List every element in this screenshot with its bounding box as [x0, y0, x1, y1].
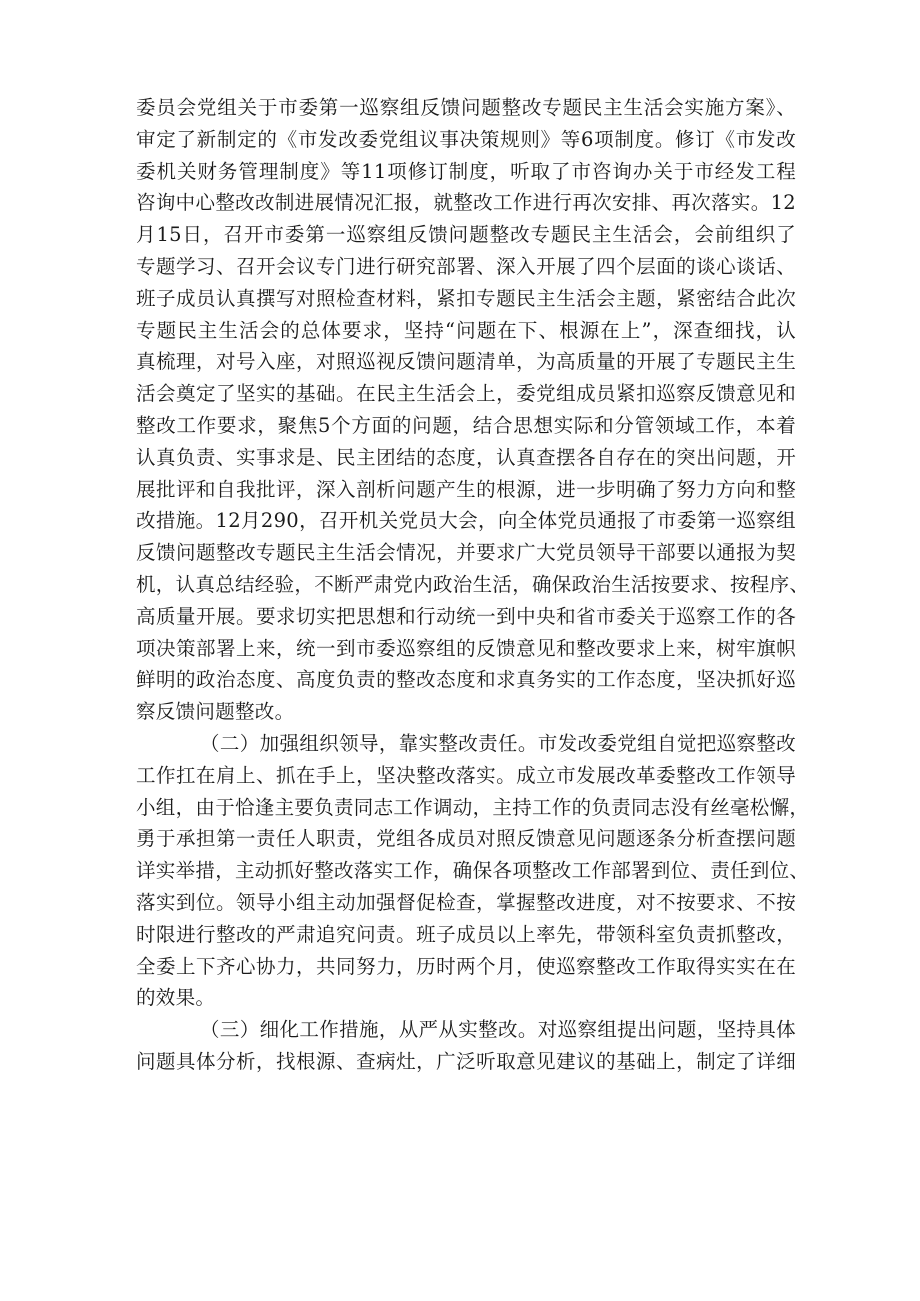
text-line: 反馈问题整改专题民主生活会情况，并要求广大党员领导干部要以通报为契	[136, 541, 796, 565]
text-line: （二）加强组织领导，靠实整改责任。市发改委党组自觉把巡察整改	[200, 731, 796, 755]
text-line: 工作扛在肩上、抓在手上，坚决整改落实。成立市发展改革委整改工作领导	[136, 763, 796, 787]
text-line: 班子成员认真撰写对照检查材料，紧扣专题民主生活会主题，紧密结合此次	[136, 286, 796, 310]
paragraph	[136, 728, 810, 1014]
text-line: 项决策部署上来，统一到市委巡察组的反馈意见和整改要求上来，树牢旗帜	[136, 636, 796, 660]
text-line: 审定了新制定的《市发改委党组议事决策规则》等6项制度。修订《市发改	[136, 127, 796, 151]
text-line: 勇于承担第一责任人职责，党组各成员对照反馈意见问题逐条分析查摆问题	[136, 827, 796, 851]
document-body	[136, 92, 810, 1078]
text-line: 详实举措，主动抓好整改落实工作，确保各项整改工作部署到位、责任到位、	[136, 859, 810, 883]
text-line: 小组，由于恰逢主要负责同志工作调动，主持工作的负责同志没有丝毫松懈，	[136, 795, 810, 819]
text-line: 改措施。12月290，召开机关党员大会，向全体党员通报了市委第一巡察组	[136, 509, 796, 533]
text-line: 高质量开展。要求切实把思想和行动统一到中央和省市委关于巡察工作的各	[136, 604, 796, 628]
text-line: 整改工作要求，聚焦5个方面的问题，结合思想实际和分管领域工作，本着	[136, 413, 796, 437]
text-line: 落实到位。领导小组主动加强督促检查，掌握整改进度，对不按要求、不按	[136, 890, 796, 914]
text-line: （三）细化工作措施，从严从实整改。对巡察组提出问题，坚持具体	[200, 1018, 796, 1042]
text-line: 专题民主生活会的总体要求，坚持“问题在下、根源在上”，深查细找，认	[136, 318, 796, 342]
paragraph	[136, 1014, 796, 1078]
text-line: 时限进行整改的严肃追究问责。班子成员以上率先，带领科室负责抓整改，	[136, 922, 796, 946]
text-line: 鲜明的政治态度、高度负责的整改态度和求真务实的工作态度，坚决抓好巡	[136, 668, 796, 692]
text-line: 真梳理，对号入座，对照巡视反馈问题清单，为高质量的开展了专题民主生	[136, 350, 796, 374]
text-line: 专题学习、召开会议专门进行研究部署、深入开展了四个层面的谈心谈话、	[136, 254, 796, 278]
text-line: 活会奠定了坚实的基础。在民主生活会上，委党组成员紧扣巡察反馈意见和	[136, 382, 796, 406]
text-line: 机，认真总结经验，不断严肃党内政治生活，确保政治生活按要求、按程序、	[136, 572, 810, 596]
text-line: 认真负责、实事求是、民主团结的态度，认真查摆各自存在的突出问题，开	[136, 445, 796, 469]
text-line: 月15日，召开市委第一巡察组反馈问题整改专题民主生活会，会前组织了	[136, 223, 796, 247]
text-line: 委员会党组关于市委第一巡察组反馈问题整改专题民主生活会实施方案》、	[136, 96, 796, 119]
text-line: 咨询中心整改改制进展情况汇报，就整改工作进行再次安排、再次落实。12	[136, 191, 796, 215]
paragraph	[136, 92, 810, 728]
text-line: 问题具体分析，找根源、查病灶，广泛听取意见建议的基础上，制定了详细	[136, 1049, 796, 1073]
text-line: 展批评和自我批评，深入剖析问题产生的根源，进一步明确了努力方向和整	[136, 477, 796, 501]
text-line: 的效果。	[136, 986, 216, 1010]
text-line: 全委上下齐心协力，共同努力，历时两个月，使巡察整改工作取得实实在在	[136, 954, 796, 978]
text-line: 察反馈问题整改。	[136, 700, 295, 724]
text-line: 委机关财务管理制度》等11项修订制度，听取了市咨询办关于市经发工程	[136, 159, 796, 183]
